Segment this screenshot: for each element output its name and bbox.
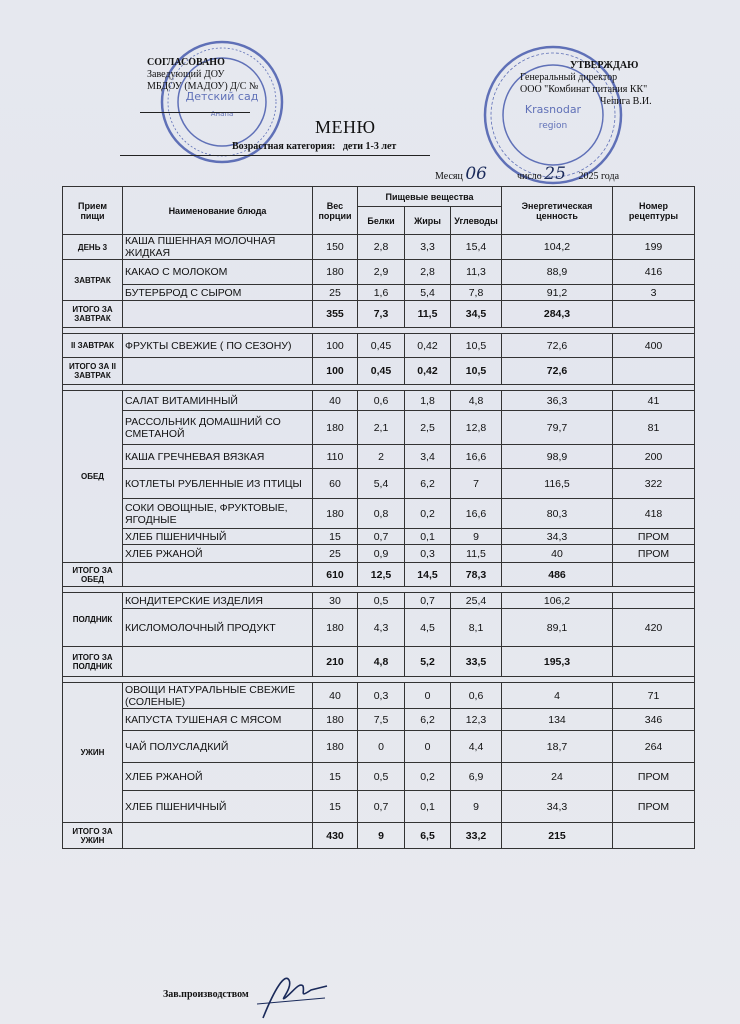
total-weight: 355 — [313, 301, 358, 328]
total-weight: 610 — [313, 563, 358, 587]
month-value: 06 — [465, 164, 487, 184]
cell-carbs: 15,4 — [451, 235, 502, 260]
total-protein: 4,8 — [358, 647, 405, 677]
table-row — [63, 731, 695, 763]
total-empty-cell — [123, 563, 313, 587]
cell-protein: 0,7 — [358, 529, 405, 545]
menu-table — [62, 186, 695, 849]
production-label: Зав.производством — [163, 989, 249, 1000]
meal-label-cell: ОБЕД — [63, 391, 123, 563]
dish-name-cell: КАША ПШЕННАЯ МОЛОЧНАЯ ЖИДКАЯ — [123, 235, 313, 260]
total-empty-cell — [123, 647, 313, 677]
total-row — [63, 563, 695, 587]
total-empty-cell — [123, 301, 313, 328]
total-fat: 0,42 — [405, 358, 451, 385]
total-weight: 100 — [313, 358, 358, 385]
total-protein: 9 — [358, 823, 405, 849]
total-weight: 210 — [313, 647, 358, 677]
cell-energy: 79,7 — [502, 411, 613, 445]
dish-name-cell: КОТЛЕТЫ РУБЛЕННЫЕ ИЗ ПТИЦЫ — [123, 469, 313, 499]
total-label-cell: ИТОГО ЗА УЖИН — [63, 823, 123, 849]
dish-name-cell: ОВОЩИ НАТУРАЛЬНЫЕ СВЕЖИЕ (СОЛЕНЫЕ) — [123, 683, 313, 709]
cell-fat: 3,4 — [405, 445, 451, 469]
header-recipe: Номер рецептуры — [613, 187, 695, 235]
approved-left-line-2: Заведующий ДОУ — [147, 69, 225, 80]
dish-name-cell: СОКИ ОВОЩНЫЕ, ФРУКТОВЫЕ, ЯГОДНЫЕ — [123, 499, 313, 529]
cell-energy: 80,3 — [502, 499, 613, 529]
cell-carbs: 4,4 — [451, 731, 502, 763]
approved-left-line-3: МБДОУ (МАДОУ) Д/С № — [147, 81, 259, 92]
cell-fat: 0,7 — [405, 593, 451, 609]
cell-energy: 24 — [502, 763, 613, 791]
table-row — [63, 593, 695, 609]
left-signature-line — [140, 112, 250, 113]
cell-carbs: 16,6 — [451, 499, 502, 529]
cell-protein: 0,8 — [358, 499, 405, 529]
age-category — [232, 141, 396, 152]
total-recipe-cell — [613, 563, 695, 587]
cell-recipe: 416 — [613, 260, 695, 285]
cell-energy: 116,5 — [502, 469, 613, 499]
total-carbs: 78,3 — [451, 563, 502, 587]
cell-carbs: 7,8 — [451, 285, 502, 301]
header-dish: Наименование блюда — [123, 187, 313, 235]
cell-recipe: ПРОМ — [613, 763, 695, 791]
dish-name-cell: САЛАТ ВИТАМИННЫЙ — [123, 391, 313, 411]
total-energy: 215 — [502, 823, 613, 849]
dish-name-cell: ФРУКТЫ СВЕЖИЕ ( ПО СЕЗОНУ) — [123, 334, 313, 358]
dish-name-cell: ХЛЕБ ПШЕНИЧНЫЙ — [123, 529, 313, 545]
cell-recipe: 199 — [613, 235, 695, 260]
cell-protein: 0,5 — [358, 763, 405, 791]
cell-energy: 40 — [502, 545, 613, 563]
signature — [255, 968, 335, 1024]
dish-name-cell: РАССОЛЬНИК ДОМАШНИЙ СО СМЕТАНОЙ — [123, 411, 313, 445]
svg-text:region: region — [538, 121, 568, 131]
cell-weight: 110 — [313, 445, 358, 469]
cell-weight: 180 — [313, 709, 358, 731]
dish-name-cell: ХЛЕБ ПШЕНИЧНЫЙ — [123, 791, 313, 823]
total-recipe-cell — [613, 358, 695, 385]
total-energy: 284,3 — [502, 301, 613, 328]
total-recipe-cell — [613, 823, 695, 849]
total-empty-cell — [123, 823, 313, 849]
cell-carbs: 11,5 — [451, 545, 502, 563]
cell-recipe: 346 — [613, 709, 695, 731]
table-row — [63, 529, 695, 545]
total-label-cell: ИТОГО ЗА ОБЕД — [63, 563, 123, 587]
cell-protein: 2,8 — [358, 235, 405, 260]
cell-fat: 0,2 — [405, 763, 451, 791]
header-weight: Вес порции — [313, 187, 358, 235]
dish-name-cell: ХЛЕБ РЖАНОЙ — [123, 545, 313, 563]
age-category-label: Возрастная категория: — [232, 141, 336, 152]
meal-label-cell: ЗАВТРАК — [63, 260, 123, 301]
cell-carbs: 7 — [451, 469, 502, 499]
table-row — [63, 445, 695, 469]
total-empty-cell — [123, 358, 313, 385]
total-protein: 0,45 — [358, 358, 405, 385]
cell-energy: 72,6 — [502, 334, 613, 358]
total-recipe-cell — [613, 301, 695, 328]
cell-energy: 91,2 — [502, 285, 613, 301]
total-recipe-cell — [613, 647, 695, 677]
approved-right-line-2: Генеральный директор — [520, 72, 618, 83]
total-protein: 7,3 — [358, 301, 405, 328]
cell-recipe: ПРОМ — [613, 791, 695, 823]
cell-weight: 25 — [313, 545, 358, 563]
cell-energy: 34,3 — [502, 529, 613, 545]
total-fat: 5,2 — [405, 647, 451, 677]
cell-energy: 89,1 — [502, 609, 613, 647]
cell-carbs: 25,4 — [451, 593, 502, 609]
total-label-cell: ИТОГО ЗА II ЗАВТРАК — [63, 358, 123, 385]
total-row — [63, 358, 695, 385]
cell-carbs: 16,6 — [451, 445, 502, 469]
production-manager — [163, 989, 249, 1000]
cell-carbs: 9 — [451, 791, 502, 823]
approved-right-line-3: ООО "Комбинат питания КК" — [520, 84, 648, 95]
cell-recipe: 200 — [613, 445, 695, 469]
cell-protein: 7,5 — [358, 709, 405, 731]
table-row — [63, 411, 695, 445]
cell-weight: 180 — [313, 499, 358, 529]
table-row — [63, 260, 695, 285]
dish-name-cell: КАКАО С МОЛОКОМ — [123, 260, 313, 285]
table-row — [63, 709, 695, 731]
cell-recipe: 3 — [613, 285, 695, 301]
cell-weight: 150 — [313, 235, 358, 260]
approved-left-line-1: СОГЛАСОВАНО — [147, 57, 225, 68]
cell-recipe: ПРОМ — [613, 545, 695, 563]
total-fat: 6,5 — [405, 823, 451, 849]
day-label: число — [516, 171, 542, 182]
total-carbs: 33,5 — [451, 647, 502, 677]
cell-weight: 60 — [313, 469, 358, 499]
table-row — [63, 545, 695, 563]
total-row — [63, 301, 695, 328]
cell-protein: 2 — [358, 445, 405, 469]
cell-protein: 0 — [358, 731, 405, 763]
cell-energy: 88,9 — [502, 260, 613, 285]
cell-fat: 0,3 — [405, 545, 451, 563]
total-row — [63, 823, 695, 849]
cell-protein: 0,7 — [358, 791, 405, 823]
cell-protein: 1,6 — [358, 285, 405, 301]
cell-recipe: 420 — [613, 609, 695, 647]
cell-weight: 40 — [313, 391, 358, 411]
total-energy: 72,6 — [502, 358, 613, 385]
total-label-cell: ИТОГО ЗА ПОЛДНИК — [63, 647, 123, 677]
date-line — [435, 164, 619, 184]
table-row — [63, 683, 695, 709]
dish-name-cell: ЧАЙ ПОЛУСЛАДКИЙ — [123, 731, 313, 763]
table-row — [63, 285, 695, 301]
total-weight: 430 — [313, 823, 358, 849]
year-label: 2025 года — [578, 171, 620, 182]
dish-name-cell: КАША ГРЕЧНЕВАЯ ВЯЗКАЯ — [123, 445, 313, 469]
cell-recipe: 41 — [613, 391, 695, 411]
cell-fat: 6,2 — [405, 469, 451, 499]
total-energy: 486 — [502, 563, 613, 587]
cell-weight: 40 — [313, 683, 358, 709]
cell-protein: 0,6 — [358, 391, 405, 411]
cell-recipe: 322 — [613, 469, 695, 499]
cell-protein: 2,9 — [358, 260, 405, 285]
cell-protein: 0,3 — [358, 683, 405, 709]
meal-label-cell: УЖИН — [63, 683, 123, 823]
cell-energy: 34,3 — [502, 791, 613, 823]
total-energy: 195,3 — [502, 647, 613, 677]
cell-weight: 180 — [313, 411, 358, 445]
cell-recipe: 71 — [613, 683, 695, 709]
cell-protein: 4,3 — [358, 609, 405, 647]
header-nutrients: Пищевые вещества — [358, 187, 502, 207]
cell-energy: 18,7 — [502, 731, 613, 763]
table-row — [63, 763, 695, 791]
cell-weight: 180 — [313, 260, 358, 285]
cell-fat: 3,3 — [405, 235, 451, 260]
dish-name-cell: КОНДИТЕРСКИЕ ИЗДЕЛИЯ — [123, 593, 313, 609]
svg-text:Детский сад: Детский сад — [185, 90, 259, 103]
menu-body — [63, 235, 695, 849]
dish-name-cell: БУТЕРБРОД С СЫРОМ — [123, 285, 313, 301]
total-row — [63, 647, 695, 677]
cell-energy: 36,3 — [502, 391, 613, 411]
cell-weight: 25 — [313, 285, 358, 301]
cell-fat: 0 — [405, 731, 451, 763]
meal-label-cell: II ЗАВТРАК — [63, 334, 123, 358]
cell-fat: 4,5 — [405, 609, 451, 647]
cell-fat: 0,1 — [405, 529, 451, 545]
cell-carbs: 10,5 — [451, 334, 502, 358]
total-label-cell: ИТОГО ЗА ЗАВТРАК — [63, 301, 123, 328]
cell-protein: 2,1 — [358, 411, 405, 445]
cell-weight: 180 — [313, 609, 358, 647]
cell-carbs: 9 — [451, 529, 502, 545]
cell-fat: 0 — [405, 683, 451, 709]
cell-protein: 0,5 — [358, 593, 405, 609]
cell-energy: 104,2 — [502, 235, 613, 260]
table-row — [63, 609, 695, 647]
cell-weight: 15 — [313, 529, 358, 545]
cell-energy: 4 — [502, 683, 613, 709]
cell-recipe: 418 — [613, 499, 695, 529]
header-energy: Энергетическая ценность — [502, 187, 613, 235]
cell-energy: 98,9 — [502, 445, 613, 469]
page-title: МЕНЮ — [315, 117, 376, 137]
cell-carbs: 12,3 — [451, 709, 502, 731]
cell-weight: 30 — [313, 593, 358, 609]
table-row — [63, 469, 695, 499]
cell-fat: 1,8 — [405, 391, 451, 411]
header-fat: Жиры — [405, 207, 451, 235]
dish-name-cell: ХЛЕБ РЖАНОЙ — [123, 763, 313, 791]
cell-protein: 0,45 — [358, 334, 405, 358]
cell-carbs: 0,6 — [451, 683, 502, 709]
header-meal: Прием пищи — [63, 187, 123, 235]
table-row — [63, 791, 695, 823]
total-carbs: 10,5 — [451, 358, 502, 385]
cell-fat: 6,2 — [405, 709, 451, 731]
total-fat: 14,5 — [405, 563, 451, 587]
cell-recipe: ПРОМ — [613, 529, 695, 545]
cell-carbs: 8,1 — [451, 609, 502, 647]
month-label: Месяц — [435, 171, 463, 182]
age-category-value: дети 1-3 лет — [342, 141, 397, 152]
cell-recipe: 264 — [613, 731, 695, 763]
cell-carbs: 4,8 — [451, 391, 502, 411]
svg-text:Krasnodar: Krasnodar — [524, 103, 582, 116]
cell-fat: 2,8 — [405, 260, 451, 285]
svg-text:Анапа: Анапа — [210, 110, 234, 118]
total-fat: 11,5 — [405, 301, 451, 328]
header-protein: Белки — [358, 207, 405, 235]
dish-name-cell: КАПУСТА ТУШЕНАЯ С МЯСОМ — [123, 709, 313, 731]
table-row — [63, 391, 695, 411]
cell-recipe: 400 — [613, 334, 695, 358]
table-row — [63, 235, 695, 260]
total-protein: 12,5 — [358, 563, 405, 587]
cell-protein: 5,4 — [358, 469, 405, 499]
cell-recipe: 81 — [613, 411, 695, 445]
table-row — [63, 499, 695, 529]
cell-fat: 0,2 — [405, 499, 451, 529]
table-row — [63, 334, 695, 358]
cell-weight: 15 — [313, 791, 358, 823]
cell-fat: 2,5 — [405, 411, 451, 445]
cell-protein: 0,9 — [358, 545, 405, 563]
meal-label-cell: ПОЛДНИК — [63, 593, 123, 647]
total-carbs: 33,2 — [451, 823, 502, 849]
day-value: 25 — [544, 164, 566, 184]
cell-fat: 5,4 — [405, 285, 451, 301]
cell-weight: 15 — [313, 763, 358, 791]
cell-carbs: 11,3 — [451, 260, 502, 285]
dish-name-cell: КИСЛОМОЛОЧНЫЙ ПРОДУКТ — [123, 609, 313, 647]
approved-right-line-1: УТВЕРЖДАЮ — [570, 60, 639, 71]
cell-recipe — [613, 593, 695, 609]
approval-block-left — [147, 57, 258, 93]
cell-energy: 106,2 — [502, 593, 613, 609]
cell-weight: 100 — [313, 334, 358, 358]
age-category-underline — [120, 155, 430, 156]
header-carbs: Углеводы — [451, 207, 502, 235]
cell-carbs: 12,8 — [451, 411, 502, 445]
total-carbs: 34,5 — [451, 301, 502, 328]
cell-weight: 180 — [313, 731, 358, 763]
cell-fat: 0,1 — [405, 791, 451, 823]
approved-right-line-4: Чепига В.И. — [600, 96, 652, 107]
approval-block-right — [520, 60, 652, 108]
cell-energy: 134 — [502, 709, 613, 731]
cell-fat: 0,42 — [405, 334, 451, 358]
day-label-cell: ДЕНЬ 3 — [63, 235, 123, 260]
cell-carbs: 6,9 — [451, 763, 502, 791]
